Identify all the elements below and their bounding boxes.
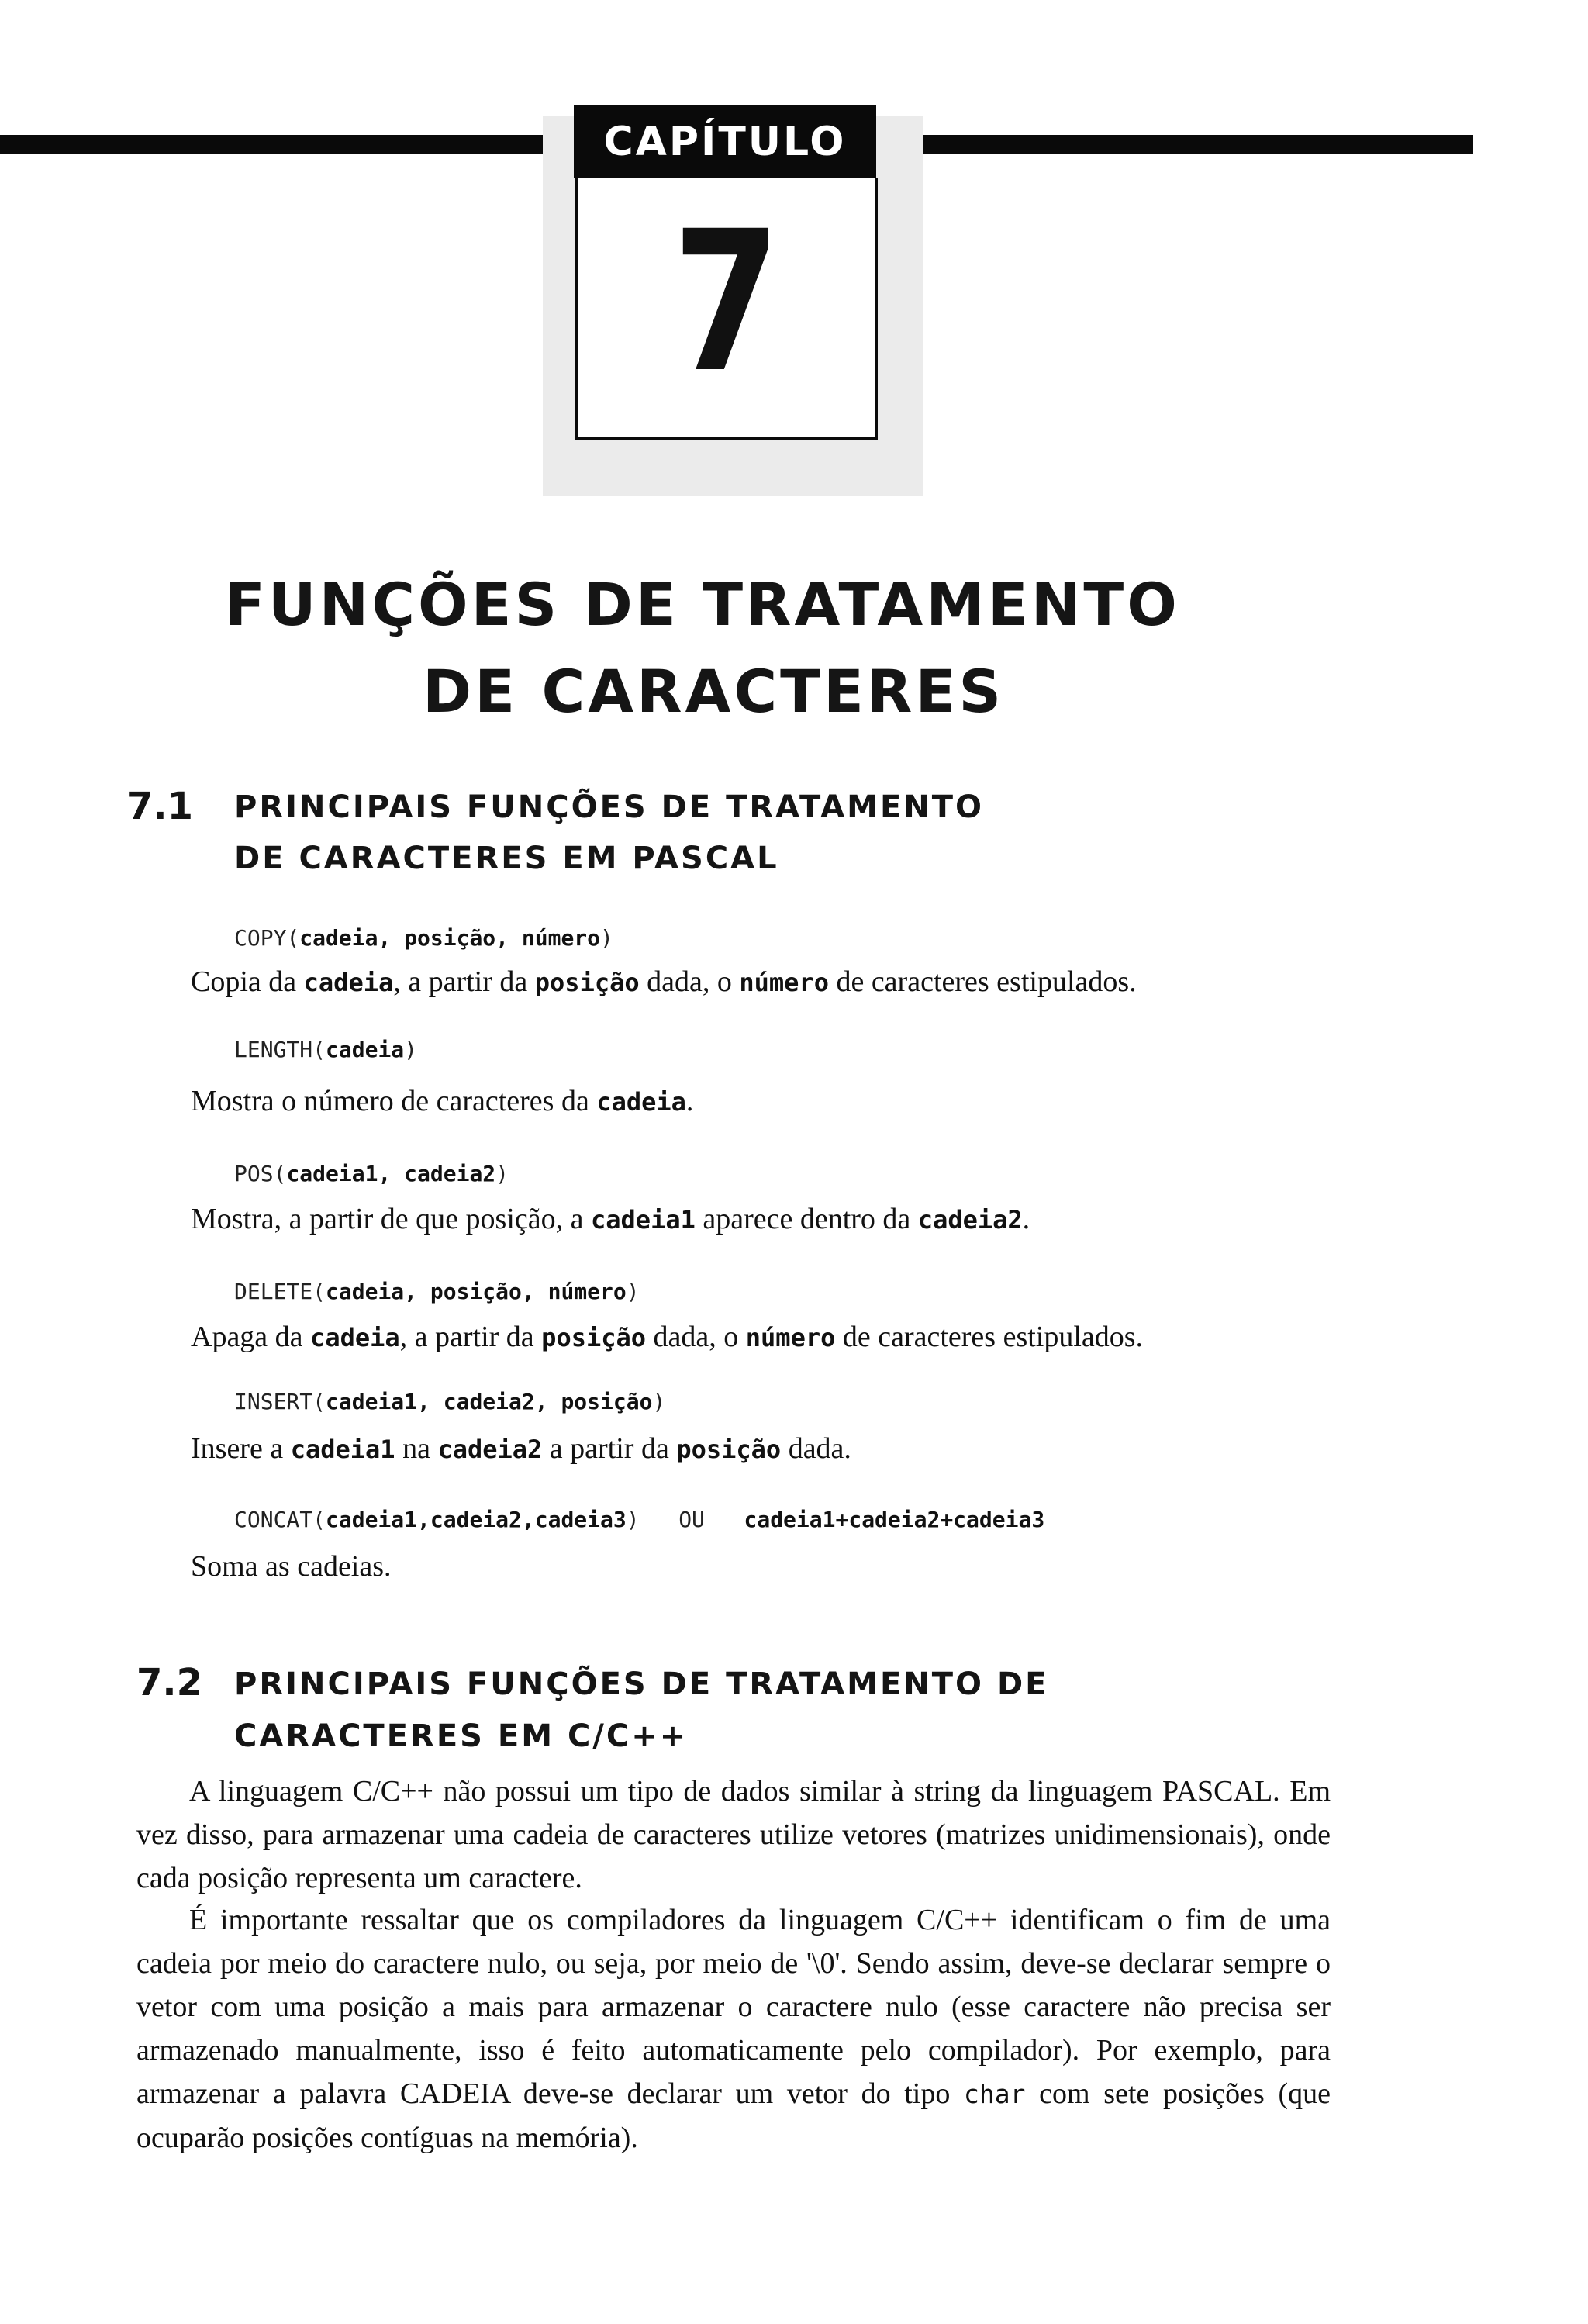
description-text: de caracteres estipulados.	[828, 965, 1137, 998]
function-description	[191, 1318, 1354, 1356]
function-signature	[234, 923, 613, 954]
description-keyword: cadeia1	[290, 1435, 395, 1464]
section-7-2-number: 7.2	[136, 1661, 203, 1704]
description-text: aparece dentro da	[695, 1203, 918, 1235]
description-keyword: cadeia	[596, 1087, 686, 1117]
section-7-2-title-line2: CARACTERES EM C/C++	[234, 1718, 689, 1754]
function-signature	[234, 1034, 417, 1065]
description-text: dada, o	[639, 965, 740, 998]
inline-code-char: char	[964, 2079, 1026, 2109]
function-signature	[234, 1386, 665, 1418]
function-args: cadeia, posição, número	[299, 925, 601, 951]
function-name: INSERT	[234, 1389, 313, 1414]
function-args: cadeia1,cadeia2,cadeia3	[326, 1507, 627, 1532]
description-keyword: cadeia1	[591, 1205, 696, 1235]
paren-close: )	[404, 1037, 418, 1062]
section-7-1-title-line2: DE CARACTERES EM PASCAL	[234, 841, 779, 876]
description-text: .	[1022, 1203, 1030, 1235]
function-args: cadeia1, cadeia2	[286, 1161, 496, 1186]
paren-open: (	[312, 1279, 326, 1304]
paragraph-2	[136, 1898, 1331, 2160]
function-name: LENGTH	[234, 1037, 313, 1062]
paren-close: )	[600, 925, 613, 951]
paren-close: )	[495, 1161, 509, 1186]
header-rule-right	[875, 135, 1473, 154]
description-text: na	[395, 1432, 438, 1465]
paren-close: )	[626, 1507, 640, 1532]
paren-open: (	[286, 925, 300, 951]
description-keyword: posição	[541, 1323, 647, 1352]
description-text: , a partir da	[393, 965, 535, 998]
chapter-title-line2: DE CARACTERES	[423, 657, 1005, 726]
description-keyword: número	[745, 1323, 836, 1352]
function-description	[191, 1200, 1354, 1238]
description-keyword: cadeia2	[437, 1435, 543, 1464]
paren-open: (	[312, 1389, 326, 1414]
function-name: DELETE	[234, 1279, 313, 1304]
description-keyword: posição	[534, 968, 640, 997]
spacer	[705, 1507, 744, 1532]
function-args: cadeia	[326, 1037, 405, 1062]
description-text: a partir da	[542, 1432, 677, 1465]
function-description	[191, 963, 1354, 1001]
function-description	[191, 1083, 1354, 1121]
description-text: Soma as cadeias.	[191, 1550, 392, 1583]
description-text: dada.	[781, 1432, 851, 1465]
section-7-2-title-line1: PRINCIPAIS FUNÇÕES DE TRATAMENTO DE	[234, 1666, 1049, 1702]
paragraph-2-text-end: com sete posições (que ocuparão posições contíguas na memória).	[136, 2077, 1331, 2154]
paren-close: )	[652, 1389, 666, 1414]
alt-word: OU	[678, 1507, 705, 1532]
description-text: dada, o	[646, 1321, 746, 1353]
function-description	[191, 1548, 1354, 1585]
paren-close: )	[626, 1279, 640, 1304]
function-description	[191, 1430, 1354, 1468]
function-name: POS	[234, 1161, 274, 1186]
paren-open: (	[312, 1037, 326, 1062]
function-args: cadeia1, cadeia2, posição	[326, 1389, 653, 1414]
paragraph-1	[136, 1770, 1331, 1900]
function-args: cadeia, posição, número	[326, 1279, 627, 1304]
spacer	[640, 1507, 679, 1532]
function-name: COPY	[234, 925, 287, 951]
description-keyword: cadeia	[310, 1323, 400, 1352]
chapter-label: CAPÍTULO	[574, 105, 876, 178]
paren-open: (	[273, 1161, 287, 1186]
header-rule-left	[0, 135, 558, 154]
description-keyword: cadeia2	[917, 1205, 1023, 1235]
description-keyword: posição	[676, 1435, 782, 1464]
description-text: Apaga da	[191, 1321, 311, 1353]
paren-open: (	[312, 1507, 326, 1532]
section-7-1-number: 7.1	[127, 785, 194, 828]
function-signature	[234, 1159, 509, 1190]
function-signature	[234, 1276, 640, 1307]
alt-expression: cadeia1+cadeia2+cadeia3	[744, 1507, 1045, 1532]
paragraph-1-text: A linguagem C/C++ não possui um tipo de dados similar à string da linguagem PASCAL. Em vez disso, para armazenar uma cadeia de caracteres utilize vetores (matrizes unidimensionais), onde cada posição representa um caractere.	[136, 1775, 1331, 1894]
function-name: CONCAT	[234, 1507, 313, 1532]
paragraph-2-text: É importante ressaltar que os compiladores da linguagem C/C++ identificam o fim de uma cadeia por meio do caractere nulo, ou seja, por meio de '\0'. Sendo assim, deve-se declarar sempre o vetor com uma posição a mais para armazenar o caractere nulo (esse caractere não precisa ser armazenado manualmente, isso é feito automaticamente pelo compilador). Por exemplo, para armazenar a palavra CADEIA deve-se declarar um vetor do tipo	[136, 1904, 1331, 2110]
description-text: , a partir da	[399, 1321, 542, 1353]
chapter-number-box	[575, 178, 878, 440]
description-text: Insere a	[191, 1432, 291, 1465]
description-text: Mostra o número de caracteres da	[191, 1085, 597, 1117]
function-signature	[234, 1504, 1044, 1535]
chapter-title-line1: FUNÇÕES DE TRATAMENTO	[225, 570, 1180, 639]
description-text: de caracteres estipulados.	[835, 1321, 1144, 1353]
description-text: .	[685, 1085, 694, 1117]
description-text: Copia da	[191, 965, 304, 998]
chapter-number: 7	[672, 189, 781, 415]
description-keyword: cadeia	[303, 968, 394, 997]
description-keyword: número	[739, 968, 829, 997]
description-text: Mostra, a partir de que posição, a	[191, 1203, 591, 1235]
section-7-1-title-line1: PRINCIPAIS FUNÇÕES DE TRATAMENTO	[234, 789, 985, 825]
